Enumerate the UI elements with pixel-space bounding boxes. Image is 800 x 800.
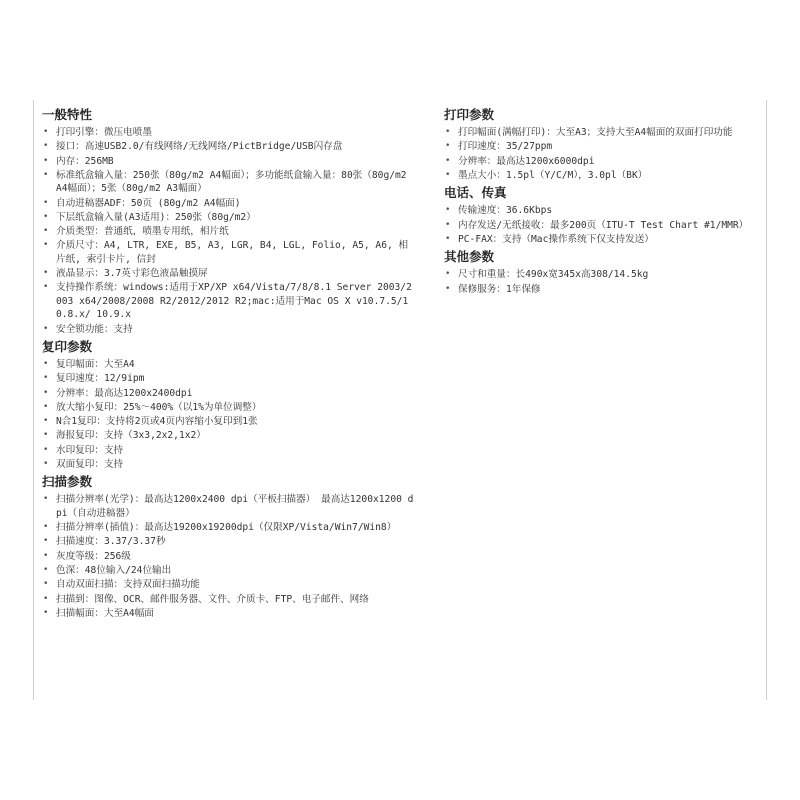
spec-item [444, 283, 766, 296]
spec-text: 扫描分辨率(插值)：最高达19200x19200dpi（仅限XP/Vista/Win7/Win8） [56, 522, 397, 534]
spec-item [444, 169, 766, 182]
spec-item [444, 140, 766, 153]
section-fax [444, 183, 766, 246]
spec-item [42, 607, 414, 620]
spec-text: 保修服务：1年保修 [458, 283, 541, 295]
spec-item [444, 204, 766, 217]
spec-item [42, 401, 414, 414]
spec-text: 分辨率：最高达1200x6000dpi [458, 155, 595, 167]
spec-text: 安全锁功能：支持 [56, 323, 133, 335]
bullet-icon: • [43, 155, 49, 166]
spec-list [42, 126, 414, 336]
spec-item [42, 155, 414, 168]
spec-text: 打印速度：35/27ppm [458, 141, 553, 153]
bullet-icon: • [43, 211, 49, 222]
spec-text: 液晶显示：3.7英寸彩色液晶触摸屏 [56, 268, 208, 280]
spec-text: 尺寸和重量：长490x宽345x高308/14.5kg [458, 269, 649, 281]
spec-item [42, 493, 414, 520]
spec-text: 色深：48位输入/24位输出 [56, 565, 172, 577]
spec-item [42, 444, 414, 457]
section-print [444, 105, 766, 182]
spec-list [444, 268, 766, 296]
spec-text: 扫描幅面：大至A4幅面 [56, 607, 154, 619]
bullet-icon: • [43, 282, 49, 293]
spec-text: 标准纸盒输入量：250张（80g/m2 A4幅面）；多功能纸盒输入量：80张（80g/m2 A4幅面）；5张（80g/m2 A3幅面） [56, 169, 407, 195]
bullet-icon: • [445, 283, 451, 294]
bullet-icon: • [43, 240, 49, 251]
spec-list [444, 204, 766, 246]
spec-item [42, 126, 414, 139]
spec-item [42, 225, 414, 238]
spec-item [444, 219, 766, 232]
spec-item [42, 358, 414, 371]
bullet-icon: • [43, 593, 49, 604]
spec-item [444, 126, 766, 139]
spec-item [42, 197, 414, 210]
spec-item [42, 211, 414, 224]
spec-text: 放大缩小复印：25%～400%（以1%为单位调整） [56, 401, 262, 413]
spec-item [42, 458, 414, 471]
spec-text: 扫描分辨率(光学)：最高达1200x2400 dpi（平板扫描器） 最高达1200x1200 dpi（自动进稿器） [56, 494, 414, 519]
spec-text: 介质尺寸：A4, LTR, EXE, B5, A3, LGR, B4, LGL, Folio, A5, A6, 相片纸, 索引卡片, 信封 [56, 240, 409, 265]
bullet-icon: • [43, 226, 49, 237]
spec-text: 双面复印：支持 [56, 459, 124, 471]
spec-item [42, 578, 414, 591]
bullet-icon: • [43, 494, 49, 505]
spec-text: 灰度等级：256级 [56, 550, 131, 562]
spec-text: 下层纸盒输入量(A3适用)：250张（80g/m2） [56, 211, 256, 223]
spec-text: 复印速度：12/9ipm [56, 373, 145, 385]
spec-item [42, 535, 414, 548]
bullet-icon: • [43, 459, 49, 470]
spec-item [444, 155, 766, 168]
spec-text: 打印幅面(满幅打印)：大至A3；支持大至A4幅面的双面打印功能 [458, 127, 733, 138]
spec-list [42, 493, 414, 620]
section-title: 打印参数 [444, 107, 495, 122]
spec-item [42, 169, 414, 196]
bullet-icon: • [445, 141, 451, 152]
bullet-icon: • [43, 373, 49, 384]
section-scan [42, 472, 414, 620]
section-other [444, 247, 766, 296]
bullet-icon: • [445, 269, 451, 280]
bullet-icon: • [445, 219, 451, 230]
spec-text: N合1复印：支持将2页或4页内容缩小复印到1张 [56, 416, 258, 428]
spec-item [42, 550, 414, 563]
spec-text: 接口：高速USB2.0/有线网络/无线网络/PictBridge/USB闪存盘 [56, 141, 343, 153]
spec-item [42, 593, 414, 606]
spec-text: 打印引擎：微压电喷墨 [56, 127, 152, 138]
spec-text: 介质类型：普通纸，喷墨专用纸，相片纸 [56, 226, 229, 238]
bullet-icon: • [43, 416, 49, 427]
bullet-icon: • [43, 522, 49, 533]
spec-item [42, 387, 414, 400]
section-title: 一般特性 [42, 107, 93, 122]
spec-text: 扫描到：图像、OCR、邮件服务器、文件、介质卡、FTP、电子邮件、网络 [56, 593, 369, 605]
spec-text: 支持操作系统：windows:适用于XP/XP x64/Vista/7/8/8.1 Server 2003/2003 x64/2008/2008 R2/2012/2012 R2;mac:适用于Mac OS X v10.7.5/10.8.x/ 10.9.x [56, 282, 412, 321]
spec-item [42, 521, 414, 534]
bullet-icon: • [43, 607, 49, 618]
bullet-icon: • [445, 233, 451, 244]
spec-item [444, 233, 766, 246]
right-column [444, 104, 766, 297]
bullet-icon: • [445, 155, 451, 166]
left-column [42, 104, 414, 621]
spec-text: 扫描速度：3.37/3.37秒 [56, 536, 166, 548]
spec-text: 传输速度：36.6Kbps [458, 205, 553, 217]
spec-text: 内存：256MB [56, 155, 114, 167]
spec-item [42, 281, 414, 321]
spec-list [42, 358, 414, 471]
bullet-icon: • [43, 444, 49, 455]
spec-text: 自动双面扫描：支持双面扫描功能 [56, 579, 200, 591]
section-title: 复印参数 [42, 339, 93, 354]
bullet-icon: • [43, 536, 49, 547]
spec-text: 分辨率：最高达1200x2400dpi [56, 387, 193, 399]
bullet-icon: • [43, 430, 49, 441]
bullet-icon: • [43, 197, 49, 208]
spec-sheet [33, 100, 767, 700]
spec-text: PC-FAX：支持（Mac操作系统下仅支持发送） [458, 233, 654, 245]
spec-text: 复印幅面：大至A4 [56, 359, 135, 370]
section-title: 其他参数 [444, 249, 495, 265]
bullet-icon: • [43, 127, 49, 137]
spec-item [42, 239, 414, 266]
spec-text: 内存发送/无纸接收：最多200页（ITU-T Test Chart #1/MMR） [458, 219, 749, 231]
spec-item [42, 323, 414, 336]
spec-item [42, 429, 414, 442]
bullet-icon: • [43, 579, 49, 590]
spec-text: 墨点大小：1.5pl（Y/C/M），3.0pl（BK） [458, 169, 648, 181]
spec-text: 自动进稿器ADF：50页 (80g/m2 A4幅面) [56, 197, 241, 209]
bullet-icon: • [43, 323, 49, 334]
spec-item [42, 267, 414, 280]
bullet-icon: • [43, 550, 49, 561]
spec-list [444, 126, 766, 182]
bullet-icon: • [43, 565, 49, 576]
spec-item [42, 140, 414, 153]
bullet-icon: • [445, 205, 451, 216]
bullet-icon: • [445, 127, 451, 137]
section-general [42, 105, 414, 336]
spec-text: 海报复印：支持（3x3,2x2,1x2） [56, 430, 206, 442]
spec-item [42, 564, 414, 577]
section-title: 电话、传真 [444, 185, 507, 201]
section-copy [42, 337, 414, 471]
spec-item [42, 372, 414, 385]
bullet-icon: • [445, 169, 451, 180]
spec-text: 水印复印：支持 [56, 444, 124, 456]
bullet-icon: • [43, 387, 49, 398]
bullet-icon: • [43, 268, 49, 279]
bullet-icon: • [43, 401, 49, 412]
spec-item [42, 415, 414, 428]
section-title: 扫描参数 [42, 474, 93, 490]
bullet-icon: • [43, 169, 49, 180]
bullet-icon: • [43, 359, 49, 369]
spec-item [444, 268, 766, 281]
bullet-icon: • [43, 141, 49, 152]
